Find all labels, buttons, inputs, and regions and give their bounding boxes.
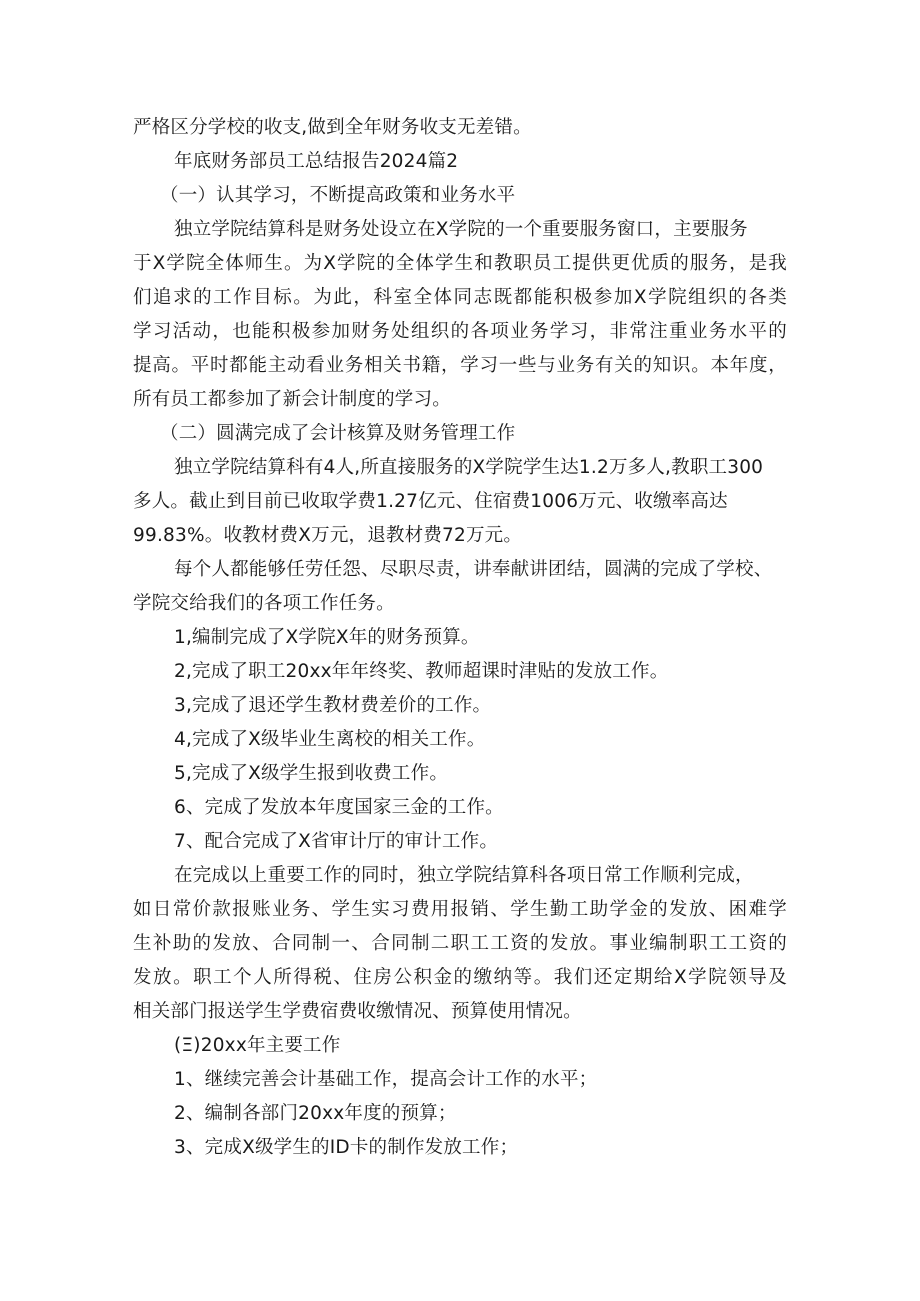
list-item: 4,完成了X级毕业生离校的相关工作。 <box>174 729 486 750</box>
paragraph-line: 生补助的发放、合同制一、合同制二职工工资的发放。事业编制职工工资的 <box>133 933 787 954</box>
section-heading: （一）认其学习，不断提高政策和业务水平 <box>160 185 516 206</box>
section-heading: (Ξ)20xx年主要工作 <box>174 1035 341 1056</box>
paragraph-line: 学习活动，也能积极参加财务处组织的各项业务学习，非常注重业务水平的 <box>133 321 787 342</box>
paragraph-line: 相关部门报送学生学费宿费收缴情况、预算使用情况。 <box>133 1001 582 1022</box>
paragraph-line: 于X学院全体师生。为X学院的全体学生和教职员工提供更优质的服务，是我 <box>133 253 787 274</box>
section-title: 年底财务部员工总结报告2024篇2 <box>174 151 459 172</box>
paragraph-line: 如日常价款报账业务、学生实习费用报销、学生勤工助学金的发放、困难学 <box>133 899 787 920</box>
paragraph-line: 所有员工都参加了新会计制度的学习。 <box>133 389 451 410</box>
paragraph-line: 严格区分学校的收支,做到全年财务收支无差错。 <box>133 117 532 138</box>
list-item: 3,完成了退还学生教材费差价的工作。 <box>174 695 492 716</box>
section-heading: （二）圆满完成了会计核算及财务管理工作 <box>160 423 516 444</box>
list-item: 1,编制完成了X学院X年的财务预算。 <box>174 627 480 648</box>
list-item: 2、编制各部门20xx年度的预算； <box>174 1103 457 1124</box>
paragraph-line: 们追求的工作目标。为此，科室全体同志既都能积极参加X学院组织的各类 <box>133 287 787 308</box>
paragraph-line: 发放。职工个人所得税、住房公积金的缴纳等。我们还定期给X学院领导及 <box>133 967 787 988</box>
paragraph-line: 学院交给我们的各项工作任务。 <box>133 593 395 614</box>
list-item: 2,完成了职工20xx年年终奖、教师超课时津贴的发放工作。 <box>174 661 669 682</box>
paragraph-line: 每个人都能够任劳任怨、尽职尽责，讲奉献讲团结，圆满的完成了学校、 <box>174 559 773 580</box>
paragraph-line: 提高。平时都能主动看业务相关书籍，学习一些与业务有关的知识。本年度， <box>133 355 787 376</box>
paragraph-line: 多人。截止到目前已收取学费1.27亿元、住宿费1006万元、收缴率高达 <box>133 491 728 512</box>
list-item: 1、继续完善会计基础工作，提高会计工作的水平； <box>174 1069 598 1090</box>
list-item: 7、配合完成了X省审计厅的审计工作。 <box>174 831 499 852</box>
paragraph-line: 在完成以上重要工作的同时，独立学院结算科各项日常工作顺利完成， <box>174 865 754 886</box>
list-item: 6、完成了发放本年度国家三金的工作。 <box>174 797 504 818</box>
paragraph-line: 独立学院结算科有4人,所直接服务的X学院学生达1.2万多人,教职工300 <box>174 457 764 478</box>
paragraph-line: 99.83%。收教材费X万元，退教材费72万元。 <box>133 525 523 546</box>
list-item: 3、完成X级学生的ID卡的制作发放工作； <box>174 1137 519 1158</box>
paragraph-line: 独立学院结算科是财务处设立在X学院的一个重要服务窗口，主要服务 <box>174 219 748 240</box>
list-item: 5,完成了X级学生报到收费工作。 <box>174 763 449 784</box>
